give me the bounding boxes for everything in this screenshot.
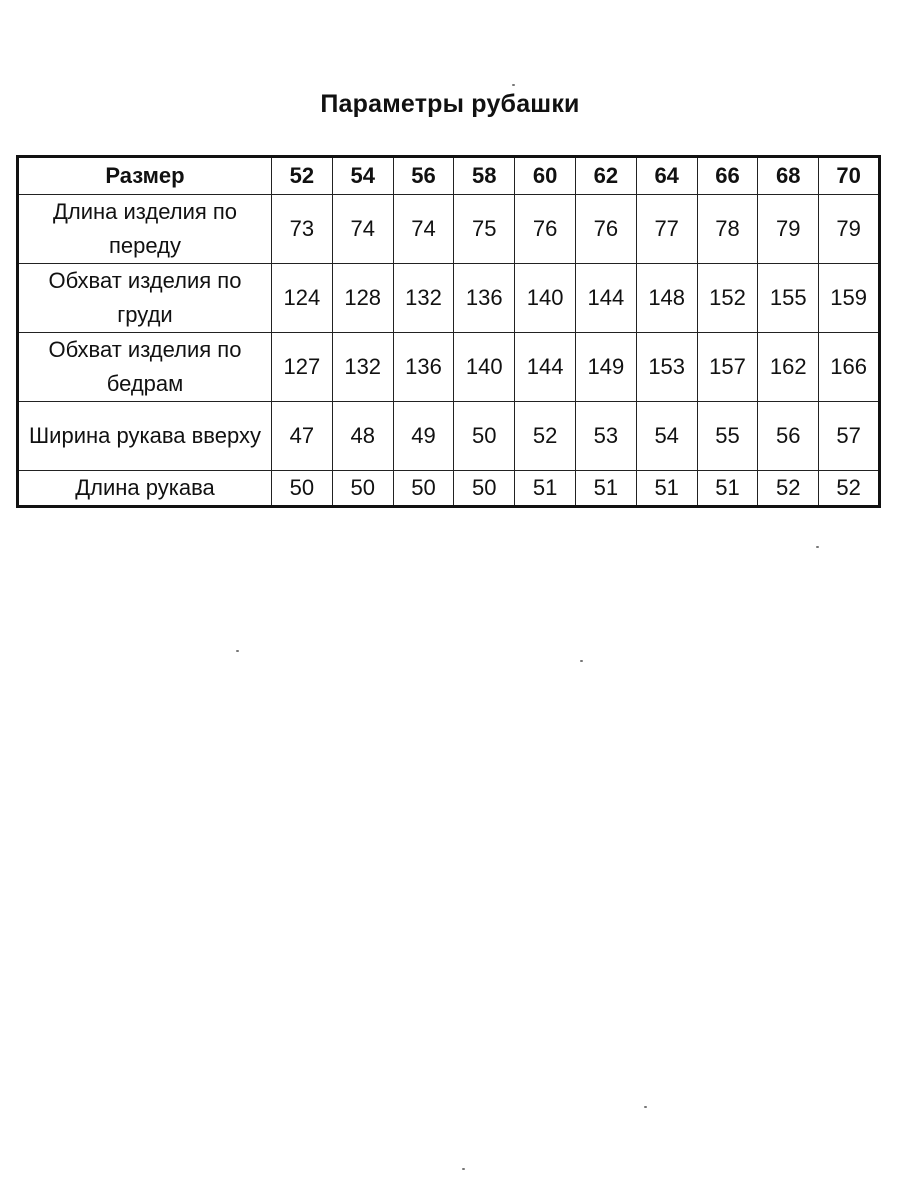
table-cell: 48 xyxy=(332,402,393,471)
table-cell: 51 xyxy=(636,471,697,507)
table-cell: 159 xyxy=(819,264,880,333)
size-header-cell: 58 xyxy=(454,157,515,195)
table-cell: 144 xyxy=(575,264,636,333)
size-header-cell: 66 xyxy=(697,157,758,195)
size-header-cell: 68 xyxy=(758,157,819,195)
table-cell: 136 xyxy=(454,264,515,333)
row-label-front-length: Длина изделия по переду xyxy=(18,195,272,264)
table-cell: 47 xyxy=(272,402,333,471)
table-cell: 148 xyxy=(636,264,697,333)
table-cell: 57 xyxy=(819,402,880,471)
table-cell: 128 xyxy=(332,264,393,333)
row-label-sleeve-length: Длина рукава xyxy=(18,471,272,507)
row-label-hip-girth: Обхват изделия по бедрам xyxy=(18,333,272,402)
table-cell: 50 xyxy=(454,471,515,507)
table-cell: 78 xyxy=(697,195,758,264)
table-cell: 74 xyxy=(393,195,454,264)
table-cell: 74 xyxy=(332,195,393,264)
size-header-label: Размер xyxy=(18,157,272,195)
table-cell: 50 xyxy=(454,402,515,471)
size-header-cell: 64 xyxy=(636,157,697,195)
table-row xyxy=(18,333,880,402)
table-cell: 79 xyxy=(819,195,880,264)
table-cell: 149 xyxy=(575,333,636,402)
scan-speck xyxy=(816,546,819,548)
row-label-chest-girth: Обхват изделия по груди xyxy=(18,264,272,333)
size-header-cell: 56 xyxy=(393,157,454,195)
table-cell: 54 xyxy=(636,402,697,471)
table-cell: 73 xyxy=(272,195,333,264)
table-cell: 49 xyxy=(393,402,454,471)
table-cell: 53 xyxy=(575,402,636,471)
table-cell: 50 xyxy=(393,471,454,507)
scan-speck xyxy=(644,1106,647,1108)
table-cell: 79 xyxy=(758,195,819,264)
row-label-sleeve-top-width: Ширина рукава вверху xyxy=(18,402,272,471)
table-cell: 52 xyxy=(515,402,576,471)
table-row xyxy=(18,264,880,333)
table-cell: 140 xyxy=(454,333,515,402)
size-header-cell: 62 xyxy=(575,157,636,195)
table-cell: 132 xyxy=(332,333,393,402)
table-cell: 132 xyxy=(393,264,454,333)
table-cell: 76 xyxy=(515,195,576,264)
scan-speck xyxy=(236,650,239,652)
table-cell: 157 xyxy=(697,333,758,402)
table-cell: 52 xyxy=(819,471,880,507)
table-row xyxy=(18,471,880,507)
table-cell: 127 xyxy=(272,333,333,402)
size-header-cell: 70 xyxy=(819,157,880,195)
size-header-cell: 52 xyxy=(272,157,333,195)
size-header-cell: 60 xyxy=(515,157,576,195)
table-cell: 52 xyxy=(758,471,819,507)
scan-speck xyxy=(512,84,515,86)
table-cell: 136 xyxy=(393,333,454,402)
table-cell: 152 xyxy=(697,264,758,333)
table-cell: 75 xyxy=(454,195,515,264)
table-cell: 50 xyxy=(272,471,333,507)
page-title: Параметры рубашки xyxy=(320,90,580,118)
scan-speck xyxy=(462,1168,465,1170)
table-cell: 56 xyxy=(758,402,819,471)
table-header-row xyxy=(18,157,880,195)
table-cell: 51 xyxy=(575,471,636,507)
table-cell: 51 xyxy=(697,471,758,507)
size-header-cell: 54 xyxy=(332,157,393,195)
table-cell: 153 xyxy=(636,333,697,402)
table-cell: 50 xyxy=(332,471,393,507)
table-row xyxy=(18,402,880,471)
table-cell: 140 xyxy=(515,264,576,333)
table-cell: 77 xyxy=(636,195,697,264)
size-chart-table xyxy=(16,155,881,508)
table-row xyxy=(18,195,880,264)
table-cell: 55 xyxy=(697,402,758,471)
table-cell: 162 xyxy=(758,333,819,402)
table-cell: 124 xyxy=(272,264,333,333)
scan-speck xyxy=(580,660,583,662)
table-cell: 155 xyxy=(758,264,819,333)
table-cell: 76 xyxy=(575,195,636,264)
table-cell: 51 xyxy=(515,471,576,507)
table-cell: 144 xyxy=(515,333,576,402)
table-cell: 166 xyxy=(819,333,880,402)
